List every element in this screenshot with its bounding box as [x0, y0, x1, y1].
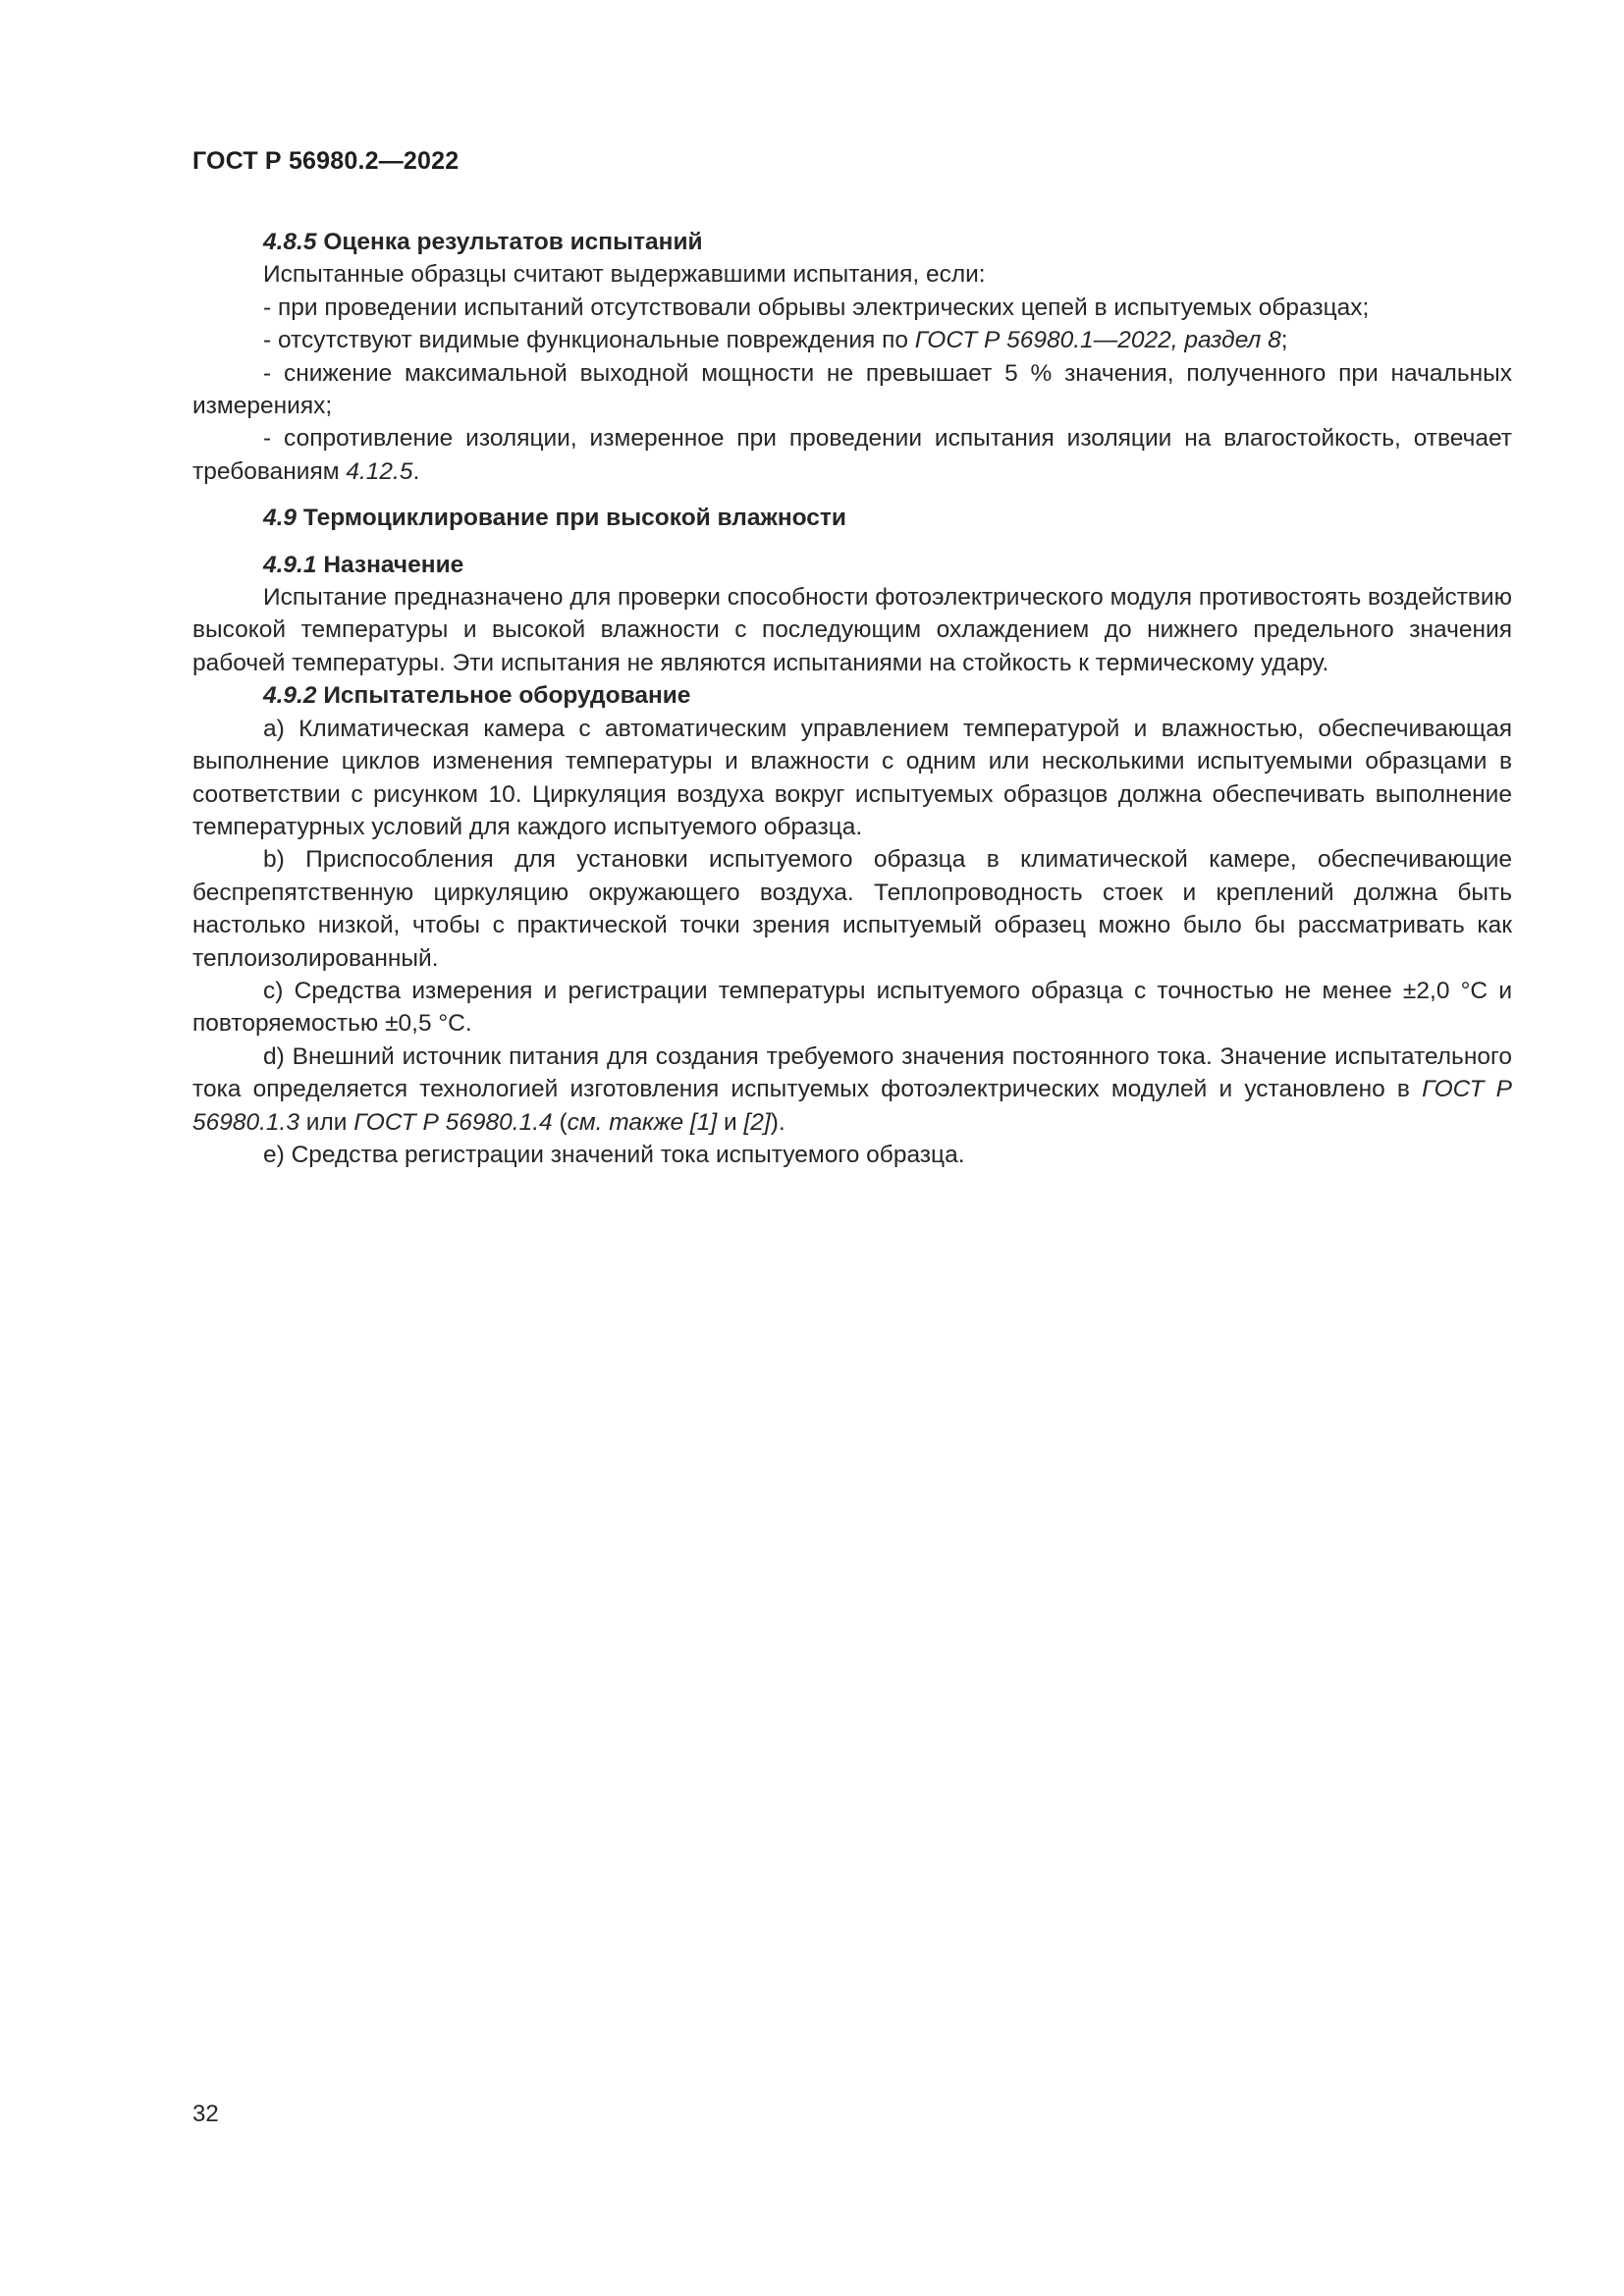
list-item: d) Внешний источник питания для создания требуемого значения постоянного тока. Значение испытательного тока определяется технологией изготовления испытуемых фотоэлектрических модулей и установлено в ГОСТ Р 56980.1.3 или ГОСТ Р 56980.1.4 (см. также [1] и [2]).	[192, 1042, 1512, 1136]
list-item: - отсутствуют видимые функциональные повреждения по ГОСТ Р 56980.1—2022, раздел 8;	[263, 327, 1288, 354]
bibliography-reference: см. также [1]	[567, 1108, 718, 1136]
standard-reference: ГОСТ Р 56980.1.4	[353, 1108, 553, 1136]
list-item: е) Средства регистрации значений тока испытуемого образца.	[263, 1141, 965, 1168]
list-item: а) Климатическая камера с автоматическим управлением температурой и влажностью, обеспечивающая выполнение циклов изменения температуры и влажности с одним или несколькими испытуемыми образцами в соответствии с рисунком 10. Циркуляция воздуха вокруг испытуемых образцов должна обеспечивать выполнение температурных условий для каждого испытуемого образца.	[192, 715, 1512, 840]
list-item: - сопротивление изоляции, измеренное при проведении испытания изоляции на влагостойкость, отвечает требованиям 4.12.5.	[192, 425, 1512, 485]
list-item: с) Средства измерения и регистрации температуры испытуемого образца с точностью не менее ±2,0 °С и повторяемостью ±0,5 °С.	[192, 977, 1512, 1038]
section-title: Назначение	[323, 551, 464, 578]
section-number: 4.9.1	[263, 551, 317, 578]
section-number: 4.9	[263, 505, 298, 532]
section-title: Оценка результатов испытаний	[323, 229, 703, 255]
list-item: b) Приспособления для установки испытуемого образца в климатической камере, обеспечивающие беспрепятственную циркуляцию окружающего воздуха. Теплопроводность стоек и креплений должна быть настолько низкой, чтобы с практической точки зрения испытуемый образец можно было бы рассматривать как теплоизолированный.	[192, 846, 1512, 972]
list-item: - снижение максимальной выходной мощности не превышает 5 % значения, полученного при начальных измерениях;	[192, 359, 1512, 420]
paragraph: Испытание предназначено для проверки способности фотоэлектрического модуля противостоять воздействию высокой температуры и высокой влажности с последующим охлаждением до нижнего предельного значения рабочей температуры. Эти испытания не являются испытаниями на стойкость к термическому удару.	[192, 584, 1512, 676]
heading-4-9-2	[192, 679, 1512, 712]
document-body	[192, 226, 1512, 1171]
heading-4-8-5	[192, 226, 1512, 258]
list-item: - при проведении испытаний отсутствовали обрывы электрических цепей в испытуемых образцах;	[263, 294, 1370, 321]
heading-4-9-1	[192, 549, 1512, 581]
section-title: Термоциклирование при высокой влажности	[302, 505, 846, 532]
standard-reference: ГОСТ Р 56980.1—2022, раздел 8	[914, 327, 1281, 354]
paragraph: Испытанные образцы считают выдержавшими испытания, если:	[263, 261, 986, 289]
section-number: 4.8.5	[263, 229, 317, 255]
page-number: 32	[192, 2101, 219, 2127]
section-number: 4.9.2	[263, 682, 317, 710]
heading-4-9	[192, 502, 1512, 534]
standard-reference: ГОСТ Р 56980.1.3	[192, 1076, 1512, 1136]
document-header: ГОСТ Р 56980.2—2022	[192, 147, 460, 175]
section-title: Испытательное оборудование	[323, 682, 691, 710]
clause-reference: 4.12.5	[346, 457, 413, 485]
bibliography-reference: [2]	[743, 1108, 771, 1136]
